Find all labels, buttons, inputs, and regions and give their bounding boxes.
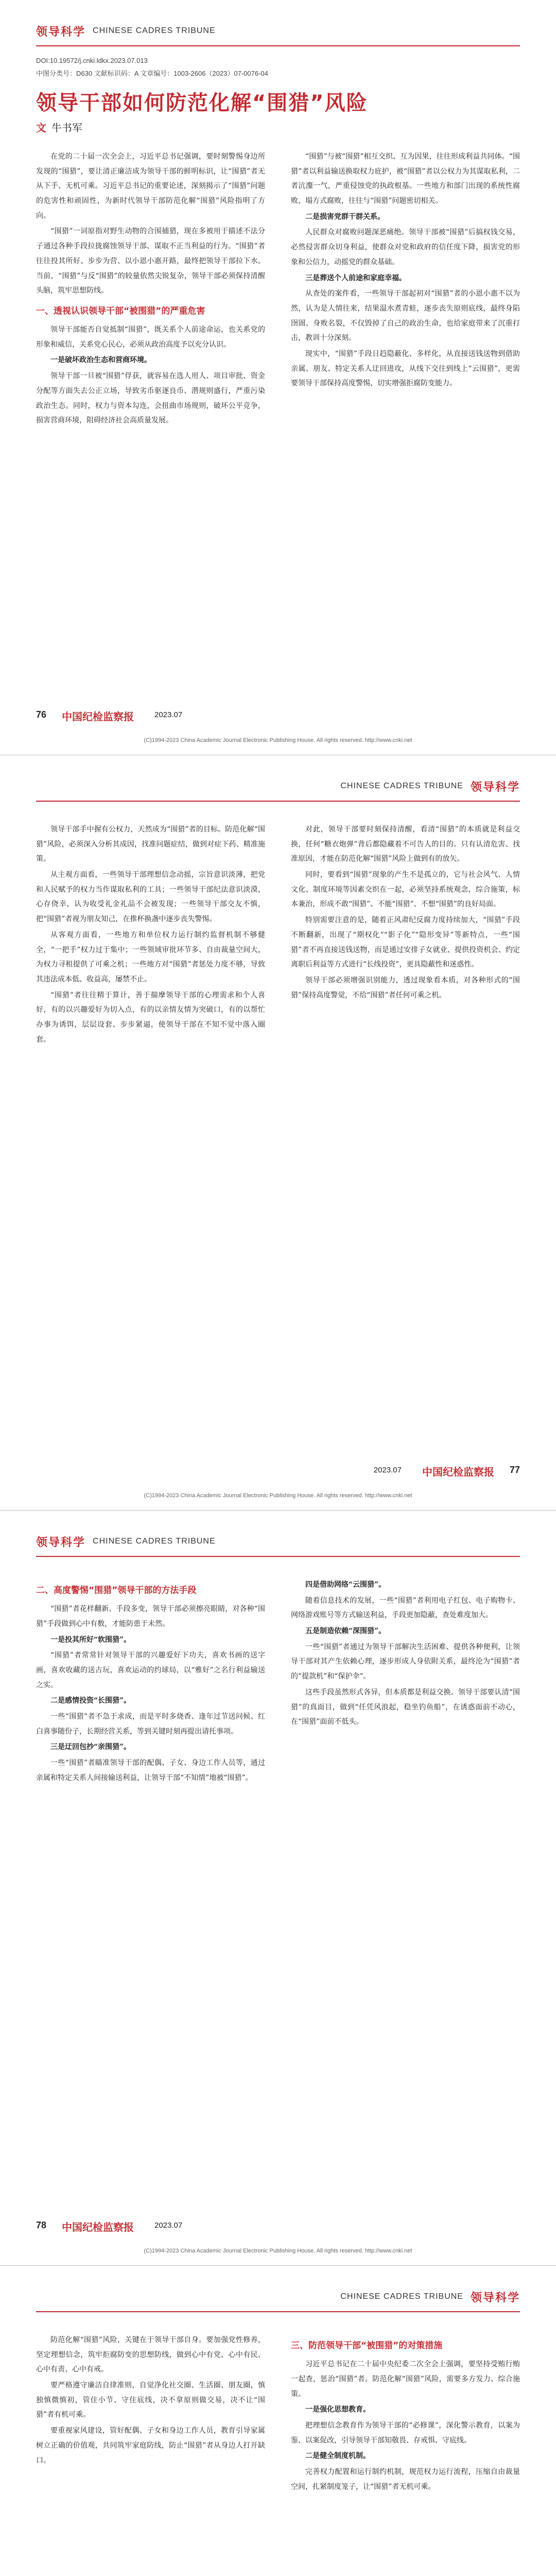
page-footer (0, 1463, 556, 1480)
paragraph: 一些“围猎”者不急于求成，而是平时多烧香、逢年过节送问候、红白喜事随份子，长期经营关系，等到关键时刻再提出请托事项。 (36, 1713, 265, 1736)
author-name: 牛书军 (51, 122, 82, 134)
page-79 (0, 2266, 556, 2576)
journal-name-en: CHINESE CADRES TRIBUNE (93, 26, 216, 35)
paragraph: 从客观方面看，一些地方和单位权力运行制约监督机制不够健全，“一把手”权力过于集中；一些领域审批环节多、自由裁量空间大，为权力寻租提供了可乘之机；一些地方对“围猎”者惩处力度不够，导致其违法成本低、收益高，屡禁不止。 (36, 930, 265, 984)
paragraph: 防范化解“围猎”风险，关键在于领导干部自身。要加强党性修养，坚定理想信念，筑牢拒腐防变的思想防线，做到心中有党、心中有民、心中有责、心中有戒。 (36, 2336, 265, 2374)
paragraph: 完善权力配置和运行制约机制，规范权力运行流程，压缩自由裁量空间，扎紧制度笼子，让“围猎”者无机可乘。 (291, 2468, 520, 2491)
header-rule (36, 45, 520, 46)
issue-date: 2023.07 (154, 2221, 183, 2230)
page-footer (0, 707, 556, 725)
page-76 (0, 0, 556, 755)
paragraph: 在党的二十届一次全会上，习近平总书记强调，要时刻警惕身边所发现的“围猎”，要让清正廉洁成为领导干部的鲜明标识，让“围猎”者无从下手、无机可乘。习近平总书记的重要论述，深刻揭示了“围猎”问题的危害性和顽固性，为新时代领导干部防范化解“围猎”风险指明了方向。 (36, 152, 265, 220)
page-78 (0, 1511, 556, 2266)
publication-brand: 中国纪检监察报 (62, 710, 134, 723)
right-column (291, 1578, 520, 1731)
paragraph: 领导干部能否自觉抵制“围猎”，既关系个人前途命运，也关系党的形象和威信，关系党心民心，必须从政治高度予以充分认识。 (36, 326, 265, 349)
paragraph: “围猎”与被“围猎”相互交织、互为因果，往往形成利益共同体。“围猎”者以利益输送换取权力庇护，被“围猎”者以公权力为其谋取私利，二者沆瀣一气，严重侵蚀党的执政根基。一些地方和部门出现的系统性腐败、塌方式腐败，往往与“围猎”问题密切相关。 (291, 152, 520, 206)
paragraph: 特别需要注意的是，随着正风肃纪反腐力度持续加大，“围猎”手段不断翻新，出现了“期权化”“影子化”“隐形变异”等新特点，一些“围猎”者不再直接送钱送物，而是通过安排子女就业、提供投资机会、约定离职后利益等方式进行“长线投资”，更具隐蔽性和迷惑性。 (291, 916, 520, 969)
journal-name: 领导科学 (36, 25, 86, 39)
left-column (36, 2333, 265, 2469)
header-rule (36, 2311, 520, 2312)
subheading: 二是健全制度机制。 (305, 2452, 370, 2461)
paragraph: 领导干部必须增强识别能力，透过现象看本质，对各种形式的“围猎”保持高度警觉，不给“围猎”者任何可乘之机。 (291, 976, 520, 999)
copyright-notice: (C)1994-2023 China Academic Journal Electronic Publishing House. All rights reserved. http://www.cnki.net (144, 737, 412, 743)
paragraph: “围猎”者往往精于算计，善于揣摩领导干部的心理需求和个人喜好，有的以兴趣爱好为切入点，有的以亲情友情为突破口，有的以帮忙办事为诱饵，层层设套、步步紧逼，使领导干部在不知不觉中落入圈套。 (36, 991, 265, 1044)
page-number: 76 (36, 709, 47, 720)
publication-brand: 中国纪检监察报 (62, 2221, 134, 2233)
paragraph: 同时，要看到“围猎”现象的产生不是孤立的，它与社会风气、人情文化、制度环境等因素交织在一起，必须坚持系统观念，综合施策，标本兼治，形成不敢“围猎”、不能“围猎”、不想“围猎”的良好局面。 (291, 871, 520, 909)
running-header (340, 2286, 520, 2307)
left-column (36, 1578, 265, 1786)
paragraph: 习近平总书记在二十届中央纪委二次全会上强调，要坚持受贿行贿一起查，惩治“围猎”者。防范化解“围猎”风险，需要多方发力、综合施策。 (291, 2360, 520, 2398)
journal-name-en: CHINESE CADRES TRIBUNE (93, 1537, 216, 1546)
subheading: 一是破坏政治生态和营商环境。 (50, 356, 151, 365)
page-number: 78 (36, 2220, 47, 2230)
byline (36, 120, 82, 134)
journal-name: 领导科学 (470, 2291, 520, 2304)
running-header (36, 21, 216, 41)
left-column (36, 822, 265, 1048)
left-column (36, 149, 265, 429)
publication-brand: 中国纪检监察报 (422, 1466, 494, 1478)
journal-name: 领导科学 (470, 781, 520, 794)
journal-name-en: CHINESE CADRES TRIBUNE (340, 2292, 463, 2301)
page-number: 77 (509, 1465, 520, 1475)
section-heading: 二、高度警惕“围猎”领导干部的方法手段 (36, 1585, 197, 1596)
paragraph: 人民群众对腐败问题深恶痛绝。领导干部被“围猎”后搞权钱交易，必然侵害群众切身利益，使群众对党和政府的信任度下降，损害党的形象和公信力，动摇党的群众基础。 (291, 228, 520, 266)
paragraph: 要严格遵守廉洁自律准则，自觉净化社交圈、生活圈、朋友圈，慎独慎微慎初，管住小节、守住底线，决不拿原则做交易，决不让“围猎”者有机可乘。 (36, 2381, 265, 2419)
paragraph: 要重视家风建设，管好配偶、子女和身边工作人员，教育引导家属树立正确的价值观，共同筑牢家庭防线，防止“围猎”者从身边人打开缺口。 (36, 2427, 265, 2465)
paragraph: 从主观方面看，一些领导干部理想信念动摇，宗旨意识淡薄，把党和人民赋予的权力当作谋取私利的工具；一些领导干部纪法意识淡漠，心存侥幸，认为收受礼金礼品不会被发现；一些领导干部交友不慎，把“围猎”者视为朋友知己，在推杯换盏中逐步丧失警惕。 (36, 871, 265, 924)
paragraph: 从查处的案件看，一些领导干部起初对“围猎”者的小恩小惠不以为然，认为是人情往来，结果温水煮青蛙，逐步丧失原则底线，最终身陷囹圄、身败名裂，不仅毁掉了自己的政治生命，也给家庭带来了沉重打击，教训十分深刻。 (291, 290, 520, 343)
header-rule (36, 1556, 520, 1557)
issue-date: 2023.07 (154, 710, 183, 719)
subheading: 一是强化思想教育。 (305, 2405, 370, 2414)
subheading: 二是感情投资“长围猎”。 (50, 1697, 131, 1705)
paragraph: “围猎”一词原指对野生动物的合围捕猎，现在多被用于描述不法分子通过各种手段拉拢腐蚀领导干部、谋取不正当利益的行为。“围猎”者往往投其所好、步步为营、以小恩小惠开路，最终把领导干部拉下水。当前，“围猎”与反“围猎”的较量依然尖锐复杂，领导干部必须保持清醒头脑，筑牢思想防线。 (36, 227, 265, 295)
paragraph: 这些手段虽然形式各异，但本质都是利益交换。领导干部要认清“围猎”的真面目，做到“任凭风浪起，稳坐钓鱼船”，在诱惑面前不动心，在“围猎”面前不低头。 (291, 1688, 520, 1726)
page-footer (0, 2218, 556, 2235)
section-heading: 三、防范领导干部“被围猎”的对策措施 (291, 2341, 443, 2351)
doi-line: DOI:10.19572/j.cnki.ldkx.2023.07.013 (36, 57, 148, 64)
article-title: 领导干部如何防范化解“围猎”风险 (36, 91, 368, 115)
running-header (340, 776, 520, 796)
subheading: 一是投其所好“软围猎”。 (50, 1635, 131, 1644)
issue-date: 2023.07 (373, 1466, 402, 1475)
header-rule (36, 801, 520, 802)
paragraph: 领导干部一旦被“围猎”俘获，就容易在选人用人、项目审批、资金分配等方面失去公正立场，导致劣币驱逐良币、潜规则盛行，严重污染政治生态。同时，权力与资本勾连，会扭曲市场规则，破坏公平竞争，损害营商环境，阻碍经济社会高质量发展。 (36, 372, 265, 425)
paragraph: 领导干部手中握有公权力，天然成为“围猎”者的目标。防范化解“围猎”风险，必须深入分析其成因，找准问题症结，做到对症下药、精准施策。 (36, 825, 265, 863)
paragraph: 对此，领导干部要时刻保持清醒，看清“围猎”的本质就是利益交换，任何“糖衣炮弹”背后都隐藏着不可告人的目的。只有认清危害、找准原因，才能在防范化解“围猎”风险上做到有的放矢。 (291, 825, 520, 863)
paragraph: 一些“围猎”者通过为领导干部解决生活困难、提供各种便利，让领导干部对其产生依赖心理，逐步形成人身依附关系，最终沦为“围猎”者的“提款机”和“保护伞”。 (291, 1642, 520, 1681)
subheading: 五是制造依赖“深围猎”。 (305, 1627, 386, 1636)
paragraph: “围猎”者常常针对领导干部的兴趣爱好下功夫，喜欢书画的送字画，喜欢收藏的送古玩，喜欢运动的约球局，以“雅好”之名行利益输送之实。 (36, 1651, 265, 1689)
right-column (291, 149, 520, 392)
paragraph: “围猎”者花样翻新、手段多变，领导干部必须擦亮眼睛，对各种“围猎”手段做到心中有数，才能防患于未然。 (36, 1605, 265, 1628)
right-column (291, 822, 520, 1004)
section-heading: 一、透视认识领导干部“被围猎”的严重危害 (36, 306, 205, 316)
paragraph: 一些“围猎”者瞄准领导干部的配偶、子女、身边工作人员等，通过亲属和特定关系人间接输送利益，让领导干部“不知情”地被“围猎”。 (36, 1759, 265, 1782)
page-77 (0, 755, 556, 1511)
subheading: 三是迂回包抄“亲围猎”。 (50, 1743, 131, 1752)
journal-name-en: CHINESE CADRES TRIBUNE (340, 782, 463, 790)
subheading: 三是葬送个人前途和家庭幸福。 (305, 274, 406, 282)
subheading: 四是借助网络“云围猎”。 (305, 1581, 386, 1589)
copyright-notice: (C)1994-2023 China Academic Journal Electronic Publishing House. All rights reserved. http://www.cnki.net (144, 2248, 412, 2254)
subheading: 二是损害党群干群关系。 (305, 212, 385, 221)
classification-line: 中图分类号：D630 文献标识码：A 文章编号：1003-2606（2023）07-0076-04 (36, 70, 268, 77)
running-header (36, 1531, 216, 1552)
paragraph: 随着信息技术的发展，一些“围猎”者利用电子红包、电子购物卡、网络游戏账号等方式输送利益，手段更加隐蔽，查处难度加大。 (291, 1596, 520, 1620)
paragraph: 现实中，“围猎”手段日趋隐蔽化、多样化，从直接送钱送物到借助亲属、朋友、特定关系人迂回进攻，从线下交往到线上“云围猎”，更需要领导干部保持高度警惕，切实增强拒腐防变能力。 (291, 349, 520, 388)
paragraph: 把理想信念教育作为领导干部的“必修课”，深化警示教育，以案为鉴、以案促改，引导领导干部知敬畏、存戒惧、守底线。 (291, 2421, 520, 2445)
journal-name: 领导科学 (36, 1536, 86, 1549)
copyright-notice: (C)1994-2023 China Academic Journal Electronic Publishing House. All rights reserved. http://www.cnki.net (144, 1493, 412, 1499)
byline-label: 文 (36, 122, 46, 134)
right-column (291, 2333, 520, 2495)
